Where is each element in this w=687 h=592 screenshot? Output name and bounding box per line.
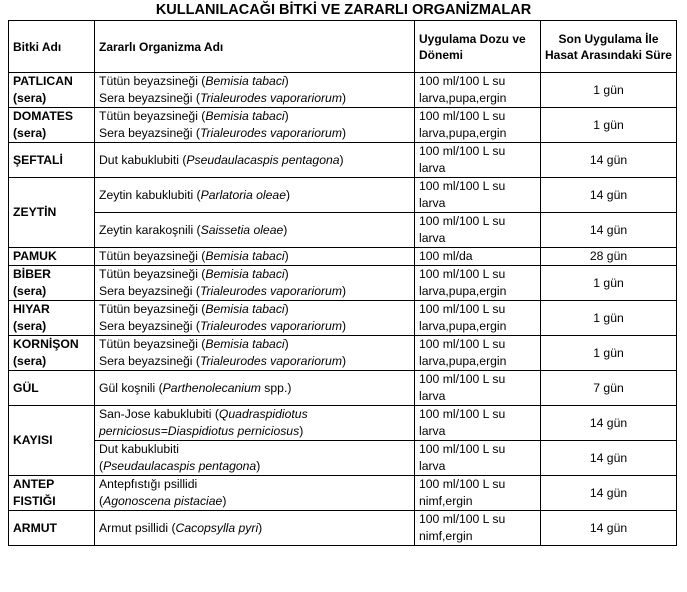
pest-common-name: Zeytin karakoşnili ( (99, 222, 201, 237)
pest-line (99, 380, 410, 397)
pest-line (99, 125, 410, 142)
pest-line (99, 108, 410, 125)
pest-scientific-name: Bemisia tabaci (205, 249, 285, 263)
pest-name-tail: ) (222, 494, 227, 508)
crop-name-line: (sera) (13, 126, 47, 140)
pre-harvest-interval: 14 gün (541, 143, 677, 178)
pest-scientific-name: Trialeurodes vaporariorum (199, 126, 342, 140)
pest-line (99, 301, 410, 318)
pest-name-tail: spp.) (260, 380, 292, 395)
crop-name-line: (sera) (13, 284, 47, 298)
pest-scientific-name: Parlatoria oleae (200, 187, 286, 202)
crop-name-line: (sera) (13, 319, 47, 333)
pre-harvest-interval: 14 gün (541, 441, 677, 476)
crop-name-line: GÜL (13, 380, 39, 395)
dose-line: 100 ml/100 L su (419, 407, 506, 421)
crop-name-line: KAYISI (13, 433, 53, 447)
pest-scientific-name: Pseudaulacaspis pentagona (186, 152, 340, 167)
crop-name-line: FISTIĞI (13, 494, 56, 508)
pest-common-name: Gül koşnili ( (99, 380, 163, 395)
pest-name (95, 476, 415, 511)
dose-period (415, 73, 541, 108)
dose-line: nimf,ergin (419, 494, 473, 508)
pest-scientific-name: Parthenolecanium (162, 380, 261, 395)
pest-name (95, 213, 415, 248)
pest-name-tail: ) (341, 319, 347, 333)
pest-name-tail: ) (284, 302, 289, 316)
pre-harvest-interval: 14 gün (541, 178, 677, 213)
dose-line: 100 ml/100 L su (419, 179, 506, 193)
crop-name-line: HIYAR (13, 302, 50, 316)
page-title: KULLANILACAĞI BİTKİ VE ZARARLI ORGANİZMALAR (155, 2, 532, 18)
pest-line (99, 283, 410, 300)
crop-pest-table (8, 20, 677, 546)
table-row (9, 406, 677, 441)
crop-name (9, 108, 95, 143)
pest-scientific-name: Bemisia tabaci (205, 74, 285, 88)
pest-name-tail: ) (284, 109, 289, 123)
pest-name-tail: ) (256, 459, 261, 473)
pre-harvest-interval: 14 gün (541, 406, 677, 441)
crop-name-line: ARMUT (13, 520, 58, 535)
dose-period (415, 336, 541, 371)
pest-name-tail: ) (285, 187, 291, 202)
pest-common-name: Armut psillidi ( (99, 520, 176, 535)
crop-name (9, 406, 95, 476)
pest-common-name: San-Jose kabuklubiti ( (99, 407, 219, 421)
crop-name-line: ZEYTİN (13, 205, 57, 219)
pest-name-tail: ) (284, 267, 289, 281)
header-pest: Zararlı Organizma Adı (95, 21, 415, 73)
pest-scientific-name: Saissetia oleae (200, 222, 284, 237)
pest-line (99, 406, 410, 423)
table-row (9, 108, 677, 143)
pest-common-name: Dut kabuklubiti (99, 442, 179, 456)
pest-common-name: ( (99, 494, 104, 508)
dose-period (415, 213, 541, 248)
pest-name (95, 406, 415, 441)
dose-line: nimf,ergin (419, 529, 473, 543)
pest-common-name: Antepfıstığı psillidi (99, 477, 198, 491)
crop-name (9, 476, 95, 511)
pest-common-name: Sera beyazsineği ( (99, 319, 200, 333)
dose-line: 100 ml/100 L su (419, 74, 506, 88)
dose-period (415, 178, 541, 213)
dose-line: 100 ml/100 L su (419, 214, 506, 228)
pre-harvest-interval: 1 gün (541, 108, 677, 143)
pest-name-tail: ) (284, 337, 289, 351)
crop-name (9, 248, 95, 266)
crop-name-line: KORNİŞON (13, 337, 79, 351)
pest-common-name: Sera beyazsineği ( (99, 126, 200, 140)
pest-line (99, 222, 410, 239)
pest-name (95, 336, 415, 371)
pest-common-name: Tütün beyazsineği ( (99, 74, 206, 88)
dose-period (415, 248, 541, 266)
crop-name (9, 371, 95, 406)
pest-scientific-name: Trialeurodes vaporariorum (199, 91, 342, 105)
dose-period (415, 476, 541, 511)
pest-name-tail: ) (341, 354, 347, 368)
pre-harvest-interval: 14 gün (541, 511, 677, 546)
pest-scientific-name: Bemisia tabaci (205, 109, 285, 123)
pest-line (99, 152, 410, 169)
dose-period (415, 441, 541, 476)
pest-common-name: Sera beyazsineği ( (99, 354, 200, 368)
table-body (9, 73, 677, 546)
dose-line: 100 ml/100 L su (419, 109, 506, 123)
dose-line: 100 ml/100 L su (419, 442, 506, 456)
dose-line: larva,pupa,ergin (419, 126, 507, 140)
pest-name (95, 266, 415, 301)
pest-name-tail: ) (339, 152, 344, 167)
pre-harvest-interval: 1 gün (541, 301, 677, 336)
pest-line (99, 458, 410, 475)
dose-line: 100 ml/100 L su (419, 337, 506, 351)
pest-common-name: Tütün beyazsineği ( (99, 267, 206, 281)
dose-line: 100 ml/100 L su (419, 144, 506, 158)
pest-scientific-name: Trialeurodes vaporariorum (199, 354, 342, 368)
dose-period (415, 511, 541, 546)
table-row (9, 248, 677, 266)
table-row (9, 476, 677, 511)
pest-common-name: Tütün beyazsineği ( (99, 302, 206, 316)
pest-line (99, 493, 410, 510)
pest-common-name: Sera beyazsineği ( (99, 284, 200, 298)
table-row (9, 143, 677, 178)
dose-line: 100 ml/100 L su (419, 512, 506, 526)
table-row (9, 511, 677, 546)
pest-line (99, 187, 410, 204)
pest-scientific-name: Bemisia tabaci (205, 302, 285, 316)
pest-name-tail: ) (284, 249, 289, 263)
pest-line (99, 266, 410, 283)
dose-period (415, 143, 541, 178)
crop-name-line: DOMATES (13, 109, 74, 123)
pest-scientific-name: Trialeurodes vaporariorum (199, 284, 342, 298)
dose-line: larva,pupa,ergin (419, 319, 507, 333)
crop-name-line: ANTEP (13, 477, 55, 491)
pest-common-name: Zeytin kabuklubiti ( (99, 187, 201, 202)
table-row (9, 213, 677, 248)
crop-name-line: BİBER (13, 267, 51, 281)
dose-line: larva,pupa,ergin (419, 284, 507, 298)
dose-line: 100 ml/100 L su (419, 372, 506, 386)
dose-period (415, 406, 541, 441)
pest-name (95, 511, 415, 546)
dose-line: 100 ml/100 L su (419, 267, 506, 281)
dose-line: 100 ml/100 L su (419, 302, 506, 316)
dose-line: larva (419, 459, 446, 473)
pre-harvest-interval: 1 gün (541, 73, 677, 108)
pest-common-name: Sera beyazsineği ( (99, 91, 200, 105)
pest-name (95, 441, 415, 476)
crop-name (9, 143, 95, 178)
pest-name (95, 301, 415, 336)
crop-name-line: ŞEFTALİ (13, 152, 63, 167)
pest-line (99, 353, 410, 370)
crop-name (9, 266, 95, 301)
pest-line (99, 90, 410, 107)
pest-name (95, 73, 415, 108)
table-row (9, 301, 677, 336)
dose-line: larva (419, 196, 446, 210)
pre-harvest-interval: 1 gün (541, 266, 677, 301)
pest-name-tail: ) (341, 126, 347, 140)
pest-scientific-name: Cacopsylla pyri (175, 520, 259, 535)
pest-scientific-name: Bemisia tabaci (205, 267, 285, 281)
pest-line (99, 248, 410, 265)
pest-name-tail: ) (258, 520, 263, 535)
dose-line: 100 ml/da (419, 249, 473, 263)
dose-line: larva (419, 231, 446, 245)
pest-name-tail: ) (284, 74, 289, 88)
pest-line (99, 73, 410, 90)
pest-common-name: Tütün beyazsineği ( (99, 337, 206, 351)
header-row (9, 21, 677, 73)
dose-line: larva,pupa,ergin (419, 91, 507, 105)
pest-name (95, 108, 415, 143)
table-row (9, 336, 677, 371)
pest-scientific-name: Pseudaulacaspis pentagona (103, 459, 257, 473)
dose-period (415, 108, 541, 143)
crop-name-line: PAMUK (13, 249, 57, 263)
crop-name-line: (sera) (13, 91, 47, 105)
pre-harvest-interval: 14 gün (541, 213, 677, 248)
crop-name-line: (sera) (13, 354, 47, 368)
pre-harvest-interval: 28 gün (541, 248, 677, 266)
table-row (9, 441, 677, 476)
pest-name (95, 143, 415, 178)
pest-common-name: Tütün beyazsineği ( (99, 249, 206, 263)
crop-name (9, 73, 95, 108)
header-phi: Son Uygulama İle Hasat Arasındaki Süre (541, 21, 677, 73)
table-row (9, 73, 677, 108)
pest-common-name: ( (99, 459, 104, 473)
dose-line: larva (419, 161, 446, 175)
table-row (9, 371, 677, 406)
header-crop: Bitki Adı (9, 21, 95, 73)
pest-scientific-name: Bemisia tabaci (205, 337, 285, 351)
header-dose: Uygulama Dozu ve Dönemi (415, 21, 541, 73)
table-row (9, 178, 677, 213)
pest-line (99, 441, 410, 458)
crop-name (9, 178, 95, 248)
pest-name-tail: ) (341, 91, 347, 105)
crop-name (9, 511, 95, 546)
pre-harvest-interval: 1 gün (541, 336, 677, 371)
dose-period (415, 371, 541, 406)
pest-line (99, 336, 410, 353)
pest-line (99, 318, 410, 335)
pest-name (95, 371, 415, 406)
crop-name (9, 301, 95, 336)
pest-common-name: Dut kabuklubiti ( (99, 152, 187, 167)
pest-name-tail: ) (341, 284, 347, 298)
dose-line: larva (419, 389, 446, 403)
crop-name-line: PATLICAN (13, 74, 73, 88)
dose-line: larva,pupa,ergin (419, 354, 507, 368)
pest-name-tail: ) (283, 222, 288, 237)
pest-name (95, 248, 415, 266)
pest-line (99, 520, 410, 537)
pre-harvest-interval: 14 gün (541, 476, 677, 511)
pest-scientific-name: Trialeurodes vaporariorum (199, 319, 342, 333)
table-row (9, 266, 677, 301)
pre-harvest-interval: 7 gün (541, 371, 677, 406)
dose-period (415, 266, 541, 301)
dose-period (415, 301, 541, 336)
dose-line: larva (419, 424, 446, 438)
pest-scientific-name: Quadraspidiotus (218, 407, 308, 421)
pest-name (95, 178, 415, 213)
pest-line (99, 423, 410, 440)
dose-line: 100 ml/100 L su (419, 477, 506, 491)
pest-scientific-name: Agonoscena pistaciae (103, 494, 223, 508)
pest-common-name: Tütün beyazsineği ( (99, 109, 206, 123)
crop-name (9, 336, 95, 371)
pest-name-tail: ) (299, 424, 304, 438)
pest-scientific-name: perniciosus=Diaspidiotus perniciosus (99, 424, 300, 438)
pest-line (99, 476, 410, 493)
